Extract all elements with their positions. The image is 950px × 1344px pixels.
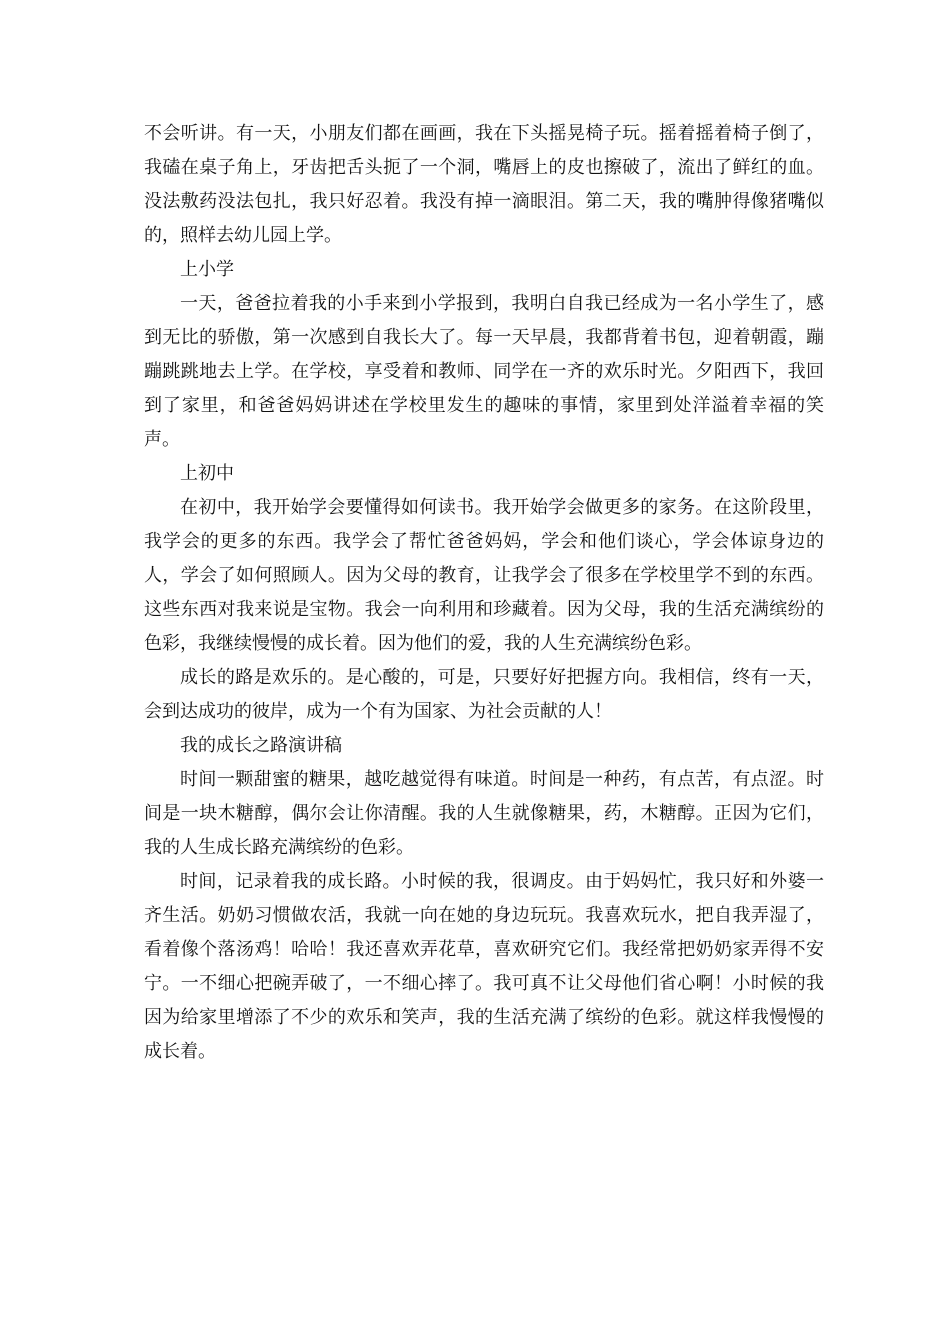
paragraph-middle-school: 在初中，我开始学会要懂得如何读书。我开始学会做更多的家务。在这阶段里，我学会的更多的东西。我学会了帮忙爸爸妈妈，学会和他们谈心，学会体谅身边的人，学会了如何照顾人。因为父母的教育，让我学会了很多在学校里学不到的东西。这些东西对我来说是宝物。我会一向利用和珍藏着。因为父母，我的生活充满缤纷的色彩，我继续慢慢的成长着。因为他们的爱，我的人生充满缤纷色彩。 [144,497,824,654]
paragraph-primary-school: 一天，爸爸拉着我的小手来到小学报到，我明白自我已经成为一名小学生了，感到无比的骄傲，第一次感到自我长大了。每一天早晨，我都背着书包，迎着朝霞，蹦蹦跳跳地去上学。在学校，享受着和教师、同学在一齐的欢乐时光。夕阳西下，我回到了家里，和爸爸妈妈讲述在学校里发生的趣味的事情，家里到处洋溢着幸福的笑声。 [144,293,824,450]
paragraph-kindergarten-story: 不会听讲。有一天，小朋友们都在画画，我在下头摇晃椅子玩。摇着摇着椅子倒了，我磕在桌子角上，牙齿把舌头扼了一个洞，嘴唇上的皮也擦破了，流出了鲜红的血。没法敷药没法包扎，我只好忍着。我没有掉一滴眼泪。第二天，我的嘴肿得像猪嘴似的，照样去幼儿园上学。 [144,123,824,246]
section-heading-primary-school: 上小学 [180,259,234,280]
speech-title: 我的成长之路演讲稿 [180,735,342,756]
paragraph-time-metaphor: 时间一颗甜蜜的糖果，越吃越觉得有味道。时间是一种药，有点苦，有点涩。时间是一块木糖醇，偶尔会让你清醒。我的人生就像糖果，药，木糖醇。正因为它们，我的人生成长路充满缤纷的色彩。 [144,769,824,858]
section-heading-middle-school: 上初中 [180,463,234,484]
document-body [144,117,824,1069]
paragraph-conclusion: 成长的路是欢乐的。是心酸的，可是，只要好好把握方向。我相信，终有一天，会到达成功的彼岸，成为一个有为国家、为社会贡献的人！ [144,667,824,722]
paragraph-childhood: 时间，记录着我的成长路。小时候的我，很调皮。由于妈妈忙，我只好和外婆一齐生活。奶奶习惯做农活，我就一向在她的身边玩玩。我喜欢玩水，把自我弄湿了，看着像个落汤鸡！哈哈！我还喜欢弄花草，喜欢研究它们。我经常把奶奶家弄得不安宁。一不细心把碗弄破了，一不细心摔了。我可真不让父母他们省心啊！小时候的我因为给家里增添了不少的欢乐和笑声，我的生活充满了缤纷的色彩。就这样我慢慢的成长着。 [144,871,824,1062]
